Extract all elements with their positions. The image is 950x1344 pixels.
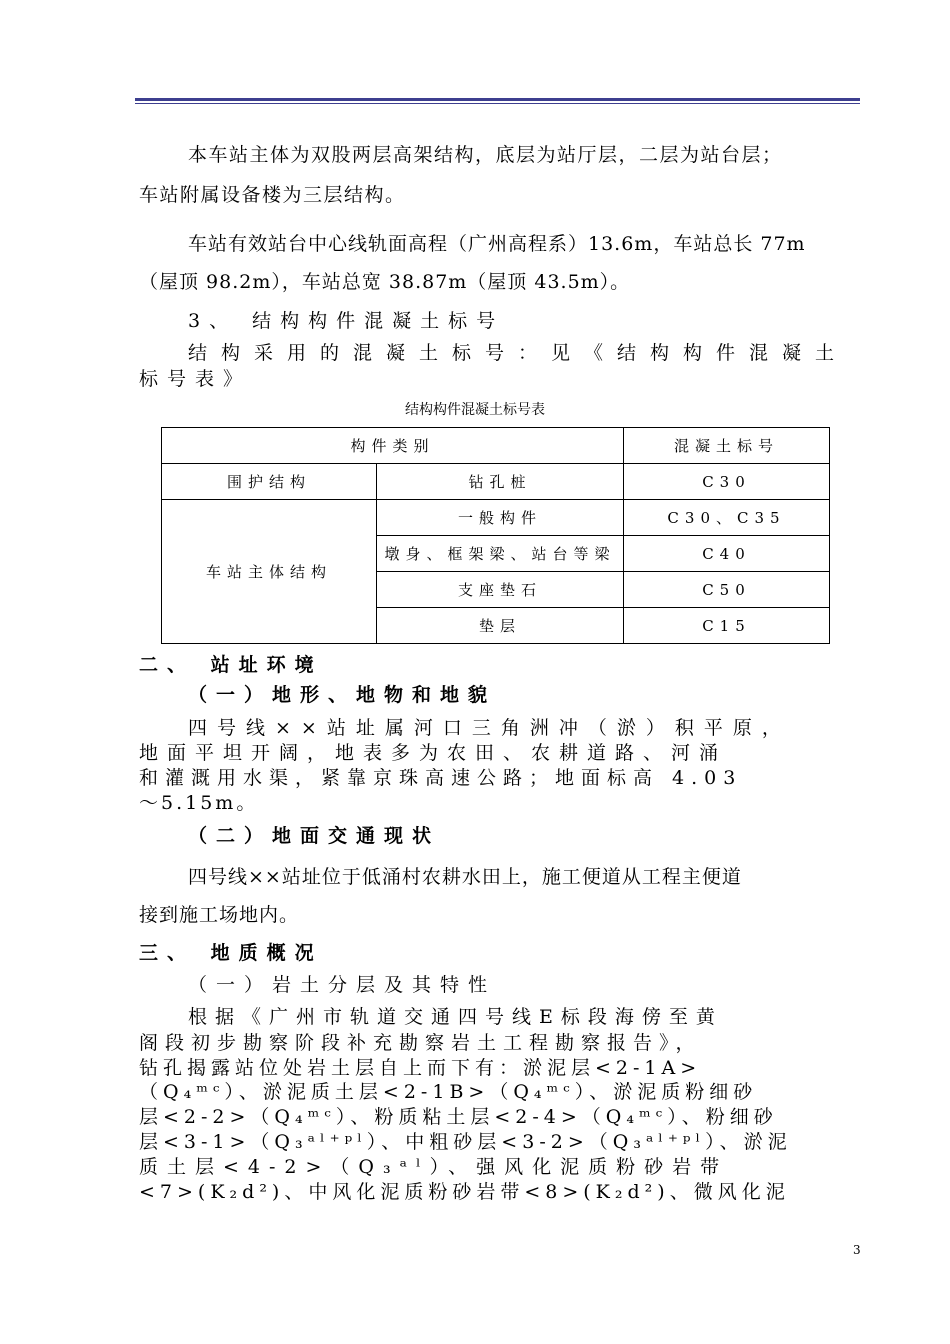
paragraph-line: 根据《广州市轨道交通四号线E标段海傍至黄 — [188, 1006, 723, 1028]
subsection-title: （二）地面交通现状 — [188, 825, 441, 847]
subsection-title: （一）岩土分层及其特性 — [188, 974, 497, 996]
paragraph-line: <7>(K₂d²)、中风化泥质粉砂岩带<8>(K₂d²)、微风化泥 — [139, 1181, 790, 1203]
paragraph-line: 四号线××站址位于低涌村农耕水田上，施工便道从工程主便道 — [188, 866, 742, 888]
paragraph-line: 层<2-2>（Q₄ᵐᶜ）、粉质粘土层<2-4>（Q₄ᵐᶜ）、粉细砂 — [139, 1106, 778, 1128]
header-rule — [135, 98, 860, 101]
table-grade-cell: C30 — [624, 464, 830, 500]
concrete-grade-table — [161, 427, 830, 644]
paragraph-line: 本车站主体为双股两层高架结构，底层为站厅层，二层为站台层； — [188, 144, 783, 166]
table-group-cell: 车站主体结构 — [162, 500, 377, 644]
paragraph-line: 钻孔揭露站位处岩土层自上而下有：淤泥层<2-1A> — [139, 1057, 702, 1079]
table-item-cell: 墩身、框架梁、站台等梁 — [377, 536, 624, 572]
table-item-cell: 垫层 — [377, 608, 624, 644]
table-grade-cell: C50 — [624, 572, 830, 608]
table-item-cell: 支座垫石 — [377, 572, 624, 608]
paragraph-line: 车站有效站台中心线轨面高程（广州高程系）13.6m，车站总长 77m — [188, 233, 806, 255]
paragraph-line: 接到施工场地内。 — [139, 904, 300, 926]
table-grade-cell: C30、C35 — [624, 500, 830, 536]
page-number: 3 — [853, 1243, 861, 1257]
section-title: 二、 站址环境 — [139, 654, 323, 676]
paragraph-line: ～5.15m。 — [139, 792, 259, 814]
paragraph-line: 车站附属设备楼为三层结构。 — [139, 184, 406, 206]
paragraph-line: （屋顶 98.2m），车站总宽 38.87m（屋顶 43.5m）。 — [139, 271, 631, 293]
paragraph-line: 结构采用的混凝土标号：见《结构构件混凝土 — [188, 342, 849, 364]
table-header-grade: 混凝土标号 — [624, 428, 830, 464]
paragraph-line: 质土层<4-2>（Q₃ᵃˡ）、强风化泥质粉砂岩带 — [139, 1156, 729, 1178]
paragraph-line: 层<3-1>（Q₃ᵃˡ⁺ᵖˡ）、中粗砂层<3-2>（Q₃ᵃˡ⁺ᵖˡ）、淤泥 — [139, 1131, 792, 1153]
table-group-cell: 围护结构 — [162, 464, 377, 500]
table-item-cell: 钻孔桩 — [377, 464, 624, 500]
table-item-cell: 一般构件 — [377, 500, 624, 536]
paragraph-line: 阁段初步勘察阶段补充勘察岩土工程勘察报告》， — [139, 1032, 702, 1054]
table-grade-cell: C40 — [624, 536, 830, 572]
table-header-category: 构件类别 — [162, 428, 624, 464]
paragraph-line: 四号线××站址属河口三角洲冲（淤）积平原， — [188, 717, 791, 739]
subsection-title: （一）地形、地物和地貌 — [188, 684, 497, 706]
section-heading: 3、 结构构件混凝土标号 — [188, 310, 505, 332]
table-grade-cell: C15 — [624, 608, 830, 644]
paragraph-line: 和灌溉用水渠，紧靠京珠高速公路；地面标高 4.03 — [139, 767, 743, 789]
paragraph-line: 标号表》 — [139, 368, 252, 390]
paragraph-line: （Q₄ᵐᶜ）、淤泥质土层<2-1B>（Q₄ᵐᶜ）、淤泥质粉细砂 — [139, 1081, 758, 1103]
header-rule-thin — [135, 103, 860, 104]
section-title: 三、 地质概况 — [139, 942, 323, 964]
table-caption: 结构构件混凝土标号表 — [405, 402, 545, 418]
paragraph-line: 地面平坦开阔，地表多为农田、农耕道路、河涌 — [139, 742, 728, 764]
